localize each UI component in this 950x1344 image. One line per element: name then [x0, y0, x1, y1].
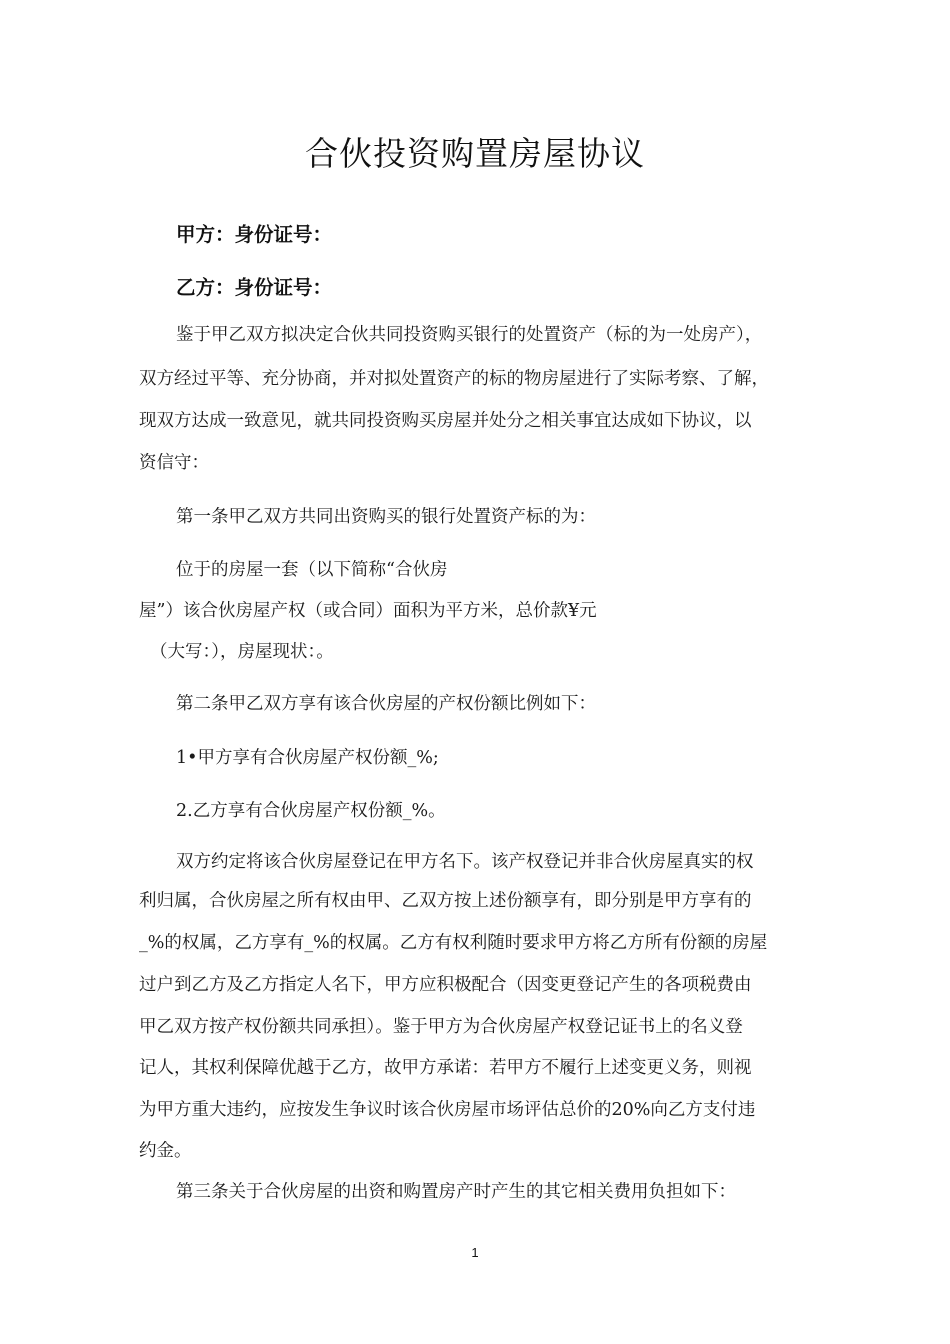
- party-a-line: 甲方：身份证号：: [176, 223, 333, 246]
- agreement-line: 为甲方重大违约，应按发生争议时该合伙房屋市场评估总价的20%向乙方支付违: [139, 1100, 756, 1120]
- share-b-line: 2.乙方享有合伙房屋产权份额_%。: [176, 801, 446, 821]
- preamble-line: 双方经过平等、充分协商，并对拟处置资产的标的物房屋进行了实际考察、了解，: [139, 369, 769, 389]
- article-1-heading: 第一条甲乙双方共同出资购买的银行处置资产标的为：: [176, 507, 596, 527]
- page-number: 1: [471, 1245, 479, 1260]
- preamble-line: 资信守：: [139, 453, 209, 473]
- article-2-heading: 第二条甲乙双方享有该合伙房屋的产权份额比例如下：: [176, 694, 596, 714]
- property-line: （大写：），房屋现状：。: [150, 642, 334, 662]
- document-title: 合伙投资购置房屋协议: [305, 134, 645, 173]
- agreement-line: 利归属，合伙房屋之所有权由甲、乙双方按上述份额享有，即分别是甲方享有的: [139, 891, 752, 911]
- agreement-line: 记人，其权利保障优越于乙方，故甲方承诺：若甲方不履行上述变更义务，则视: [139, 1058, 752, 1078]
- preamble-line: 鉴于甲乙双方拟决定合伙共同投资购买银行的处置资产（标的为一处房产），: [176, 325, 763, 345]
- agreement-line: 过户到乙方及乙方指定人名下，甲方应积极配合（因变更登记产生的各项税费由: [139, 975, 752, 995]
- share-a-line: 1•甲方享有合伙房屋产权份额_%;: [176, 748, 439, 768]
- party-b-line: 乙方：身份证号：: [176, 276, 333, 299]
- property-line: 位于的房屋一套（以下简称“合伙房: [176, 560, 448, 580]
- preamble-line: 现双方达成一致意见，就共同投资购买房屋并处分之相关事宜达成如下协议，以: [139, 411, 752, 431]
- article-3-heading: 第三条关于合伙房屋的出资和购置房产时产生的其它相关费用负担如下：: [176, 1182, 736, 1202]
- property-line: 屋”）该合伙房屋产权（或合同）面积为平方米，总价款¥元: [139, 601, 597, 621]
- agreement-line: _%的权属，乙方享有_%的权属。乙方有权利随时要求甲方将乙方所有份额的房屋: [139, 933, 768, 953]
- agreement-line: 约金。: [139, 1141, 192, 1161]
- agreement-line: 双方约定将该合伙房屋登记在甲方名下。该产权登记并非合伙房屋真实的权: [176, 852, 754, 872]
- agreement-line: 甲乙双方按产权份额共同承担）。鉴于甲方为合伙房屋产权登记证书上的名义登: [139, 1017, 743, 1037]
